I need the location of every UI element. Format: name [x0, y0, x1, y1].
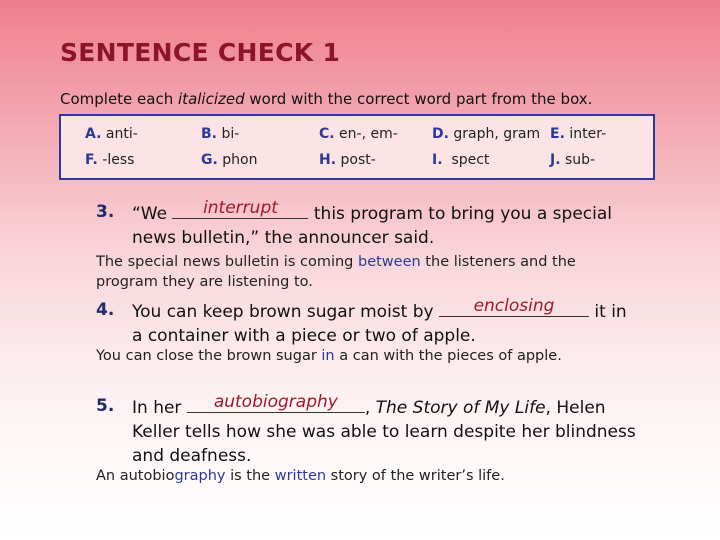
word-part-i: I. spect [432, 152, 490, 168]
word-part-g: G. phon [201, 152, 258, 168]
item-number: 4. [96, 300, 115, 320]
item-number: 5. [96, 396, 115, 416]
answer-blank [187, 394, 365, 413]
word-parts-box [59, 114, 655, 180]
word-part-a: A. anti- [85, 126, 138, 142]
answer-text: interrupt [203, 198, 278, 218]
item-text: In her autobiography , The Story of My Life, Helen Keller tells how she was able to learn despite her blindness and deafness. [132, 392, 636, 466]
word-part-d: D. graph, gram [432, 126, 541, 142]
explanation-5: An autobiography is the written story of the writer’s life. [96, 468, 505, 484]
instructions-italic: italicized [178, 90, 245, 108]
word-part-f: F. -less [85, 152, 135, 168]
word-part-c: C. en-, em- [319, 126, 398, 142]
instructions-before: Complete each [60, 90, 179, 108]
sentence-item-3 [96, 200, 696, 250]
answer-blank [172, 200, 308, 219]
item-number: 3. [96, 202, 115, 222]
answer-text: enclosing [473, 296, 555, 316]
word-part-j: J. sub- [550, 152, 596, 168]
item-text: You can keep brown sugar moist by enclosing it in a container with a piece or two of apple. [132, 296, 627, 346]
word-part-h: H. post- [319, 152, 376, 168]
explanation-4: You can close the brown sugar in a can with the pieces of apple. [96, 348, 562, 364]
sentence-item-5 [96, 394, 696, 468]
explanation-3: The special news bulletin is coming between the listeners and the program they are listening to. [96, 254, 576, 290]
word-part-b: B. bi- [201, 126, 240, 142]
page-title: SENTENCE CHECK 1 [60, 38, 341, 67]
answer-blank [439, 298, 589, 317]
book-title: The Story of My Life [375, 398, 546, 418]
instructions-after: word with the correct word part from the box. [244, 90, 593, 108]
instructions [60, 90, 592, 108]
item-text: “We interrupt this program to bring you a special news bulletin,” the announcer said. [132, 198, 613, 248]
word-part-e: E. inter- [550, 126, 607, 142]
sentence-item-4 [96, 298, 696, 348]
answer-text: autobiography [213, 392, 338, 412]
